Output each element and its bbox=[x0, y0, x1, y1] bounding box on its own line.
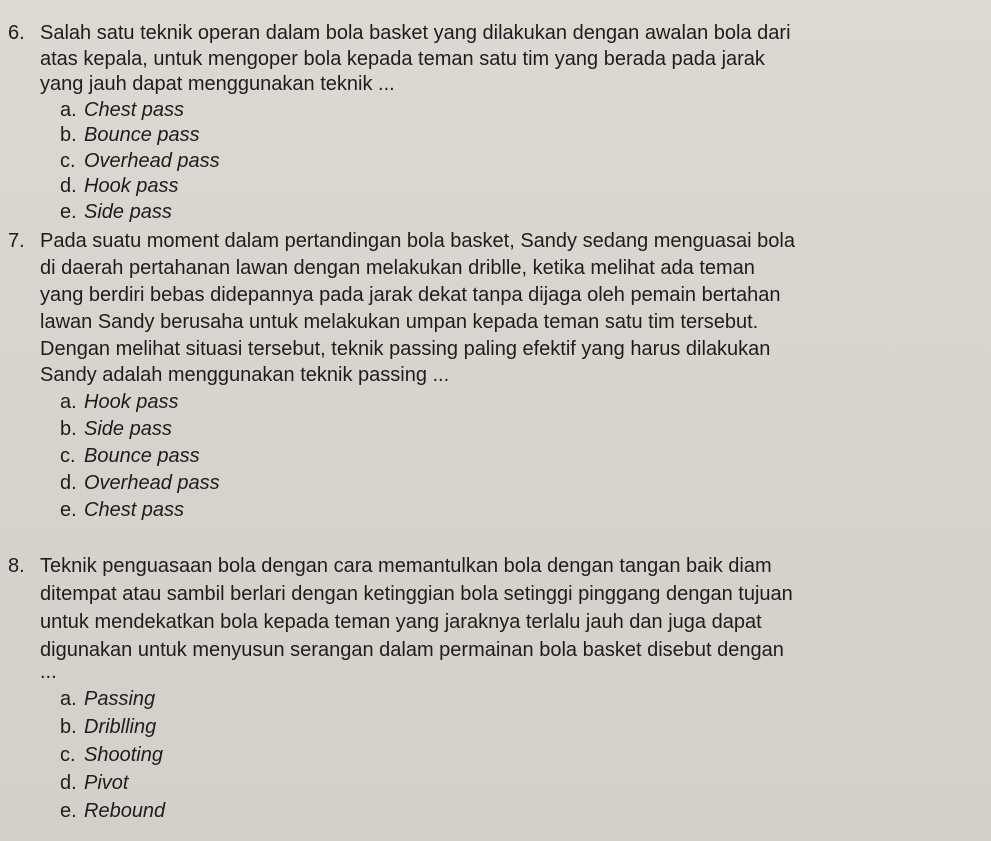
option-text: Passing bbox=[84, 688, 156, 710]
question-text-line: digunakan untuk menyusun serangan dalam permainan bola basket disebut dengan bbox=[40, 639, 784, 661]
answer-option[interactable] bbox=[60, 444, 200, 470]
option-letter: c. bbox=[60, 744, 76, 766]
option-text: Overhead pass bbox=[84, 149, 220, 172]
option-letter: e. bbox=[60, 200, 77, 223]
answer-option[interactable] bbox=[60, 715, 156, 741]
option-text: Side pass bbox=[84, 200, 172, 223]
question-text-line: ... bbox=[40, 661, 57, 683]
option-text: Shooting bbox=[84, 744, 163, 766]
option-letter: d. bbox=[60, 772, 77, 794]
answer-option[interactable] bbox=[60, 417, 172, 443]
answer-option[interactable] bbox=[60, 174, 179, 200]
option-letter: c. bbox=[60, 445, 76, 467]
question-number: 6. bbox=[8, 22, 25, 44]
option-letter: b. bbox=[60, 716, 77, 738]
option-letter: c. bbox=[60, 149, 76, 172]
option-text: Bounce pass bbox=[84, 445, 200, 467]
question-text-line: Teknik penguasaan bola dengan cara memantulkan bola dengan tangan baik diam bbox=[40, 555, 772, 577]
question-text-line: yang jauh dapat menggunakan teknik ... bbox=[40, 73, 395, 95]
option-text: Chest pass bbox=[84, 499, 185, 521]
question-text-line: Salah satu teknik operan dalam bola basket yang dilakukan dengan awalan bola dari bbox=[40, 22, 791, 44]
answer-option[interactable] bbox=[60, 498, 184, 524]
question-number: 7. bbox=[8, 230, 25, 252]
option-letter: a. bbox=[60, 98, 77, 121]
answer-option[interactable] bbox=[60, 390, 179, 416]
option-text: Side pass bbox=[84, 418, 172, 440]
option-text: Hook pass bbox=[84, 175, 179, 197]
option-letter: e. bbox=[60, 499, 77, 521]
answer-option[interactable] bbox=[60, 123, 200, 149]
option-letter: b. bbox=[60, 418, 77, 440]
option-letter: b. bbox=[60, 124, 77, 146]
question-text-line: atas kepala, untuk mengoper bola kepada teman satu tim yang berada pada jarak bbox=[40, 47, 765, 70]
question-text-line: Sandy adalah menggunakan teknik passing ... bbox=[40, 364, 450, 386]
answer-option[interactable] bbox=[60, 771, 128, 797]
question-text-line: ditempat atau sambil berlari dengan ketinggian bola setinggi pinggang dengan tujuan bbox=[40, 583, 793, 605]
question-text-line: lawan Sandy berusaha untuk melakukan umpan kepada teman satu tim tersebut. bbox=[40, 311, 759, 333]
question-text-line: di daerah pertahanan lawan dengan melakukan driblle, ketika melihat ada teman bbox=[40, 257, 755, 279]
option-letter: d. bbox=[60, 175, 77, 197]
answer-option[interactable] bbox=[60, 200, 172, 226]
answer-option[interactable] bbox=[60, 799, 165, 825]
question-number: 8. bbox=[8, 555, 25, 577]
option-text: Overhead pass bbox=[84, 472, 220, 494]
option-text: Rebound bbox=[84, 800, 166, 822]
option-text: Chest pass bbox=[84, 98, 185, 121]
question-text-line: yang berdiri bebas didepannya pada jarak dekat tanpa dijaga oleh pemain bertahan bbox=[40, 284, 781, 306]
option-text: Hook pass bbox=[84, 391, 179, 413]
option-text: Driblling bbox=[84, 716, 157, 738]
answer-option[interactable] bbox=[60, 687, 155, 713]
answer-option[interactable] bbox=[60, 98, 184, 124]
option-text: Bounce pass bbox=[84, 124, 200, 146]
answer-option[interactable] bbox=[60, 471, 220, 497]
question-text-line: Pada suatu moment dalam pertandingan bola basket, Sandy sedang menguasai bola bbox=[40, 230, 795, 252]
option-text: Pivot bbox=[84, 772, 129, 794]
option-letter: e. bbox=[60, 800, 77, 822]
answer-option[interactable] bbox=[60, 149, 220, 175]
option-letter: a. bbox=[60, 391, 77, 413]
answer-option[interactable] bbox=[60, 743, 163, 769]
question-text-line: untuk mendekatkan bola kepada teman yang jaraknya terlalu jauh dan juga dapat bbox=[40, 611, 762, 633]
question-text-line: Dengan melihat situasi tersebut, teknik passing paling efektif yang harus dilakukan bbox=[40, 338, 771, 360]
option-letter: a. bbox=[60, 688, 77, 710]
option-letter: d. bbox=[60, 472, 77, 494]
